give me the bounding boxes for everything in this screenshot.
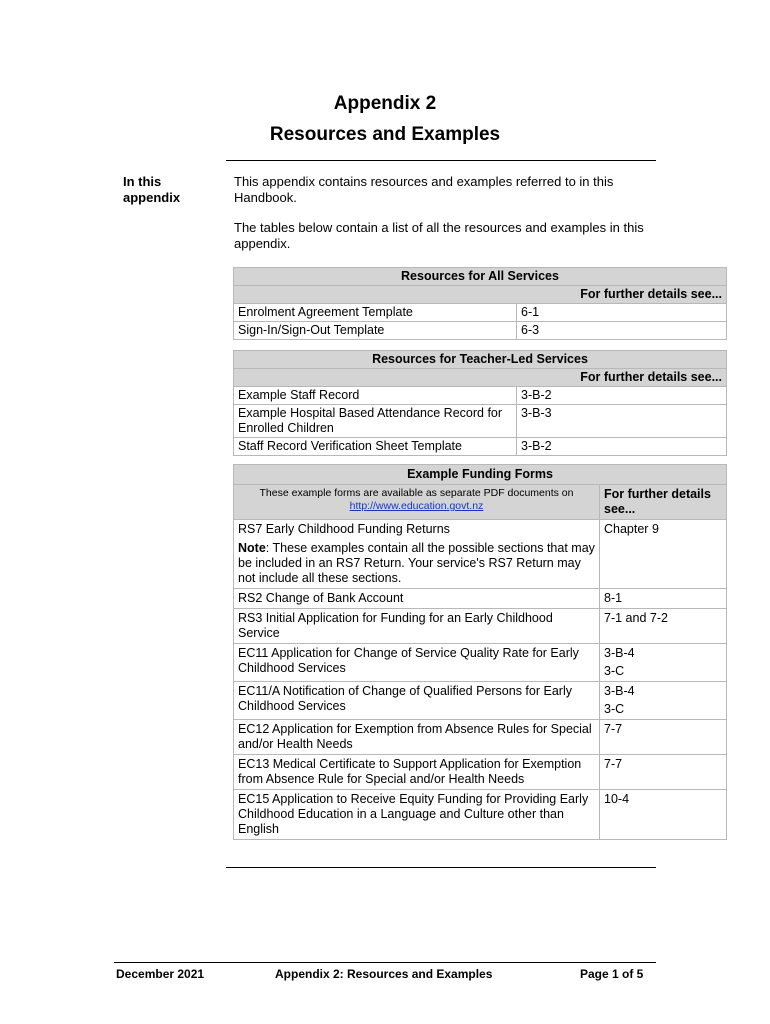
footer-divider [114,962,656,963]
table-row [234,304,727,322]
form-ref: 7-7 [600,755,727,790]
table-row [234,790,727,840]
table-title: Example Funding Forms [234,465,727,485]
form-name: EC15 Application to Receive Equity Funding for Providing Early Childhood Education in a Language and Culture other than English [234,790,600,840]
table-row [234,520,727,589]
table-row [234,438,727,456]
resource-ref: 6-3 [517,322,727,340]
resource-ref: 3-B-2 [517,387,727,405]
resource-ref: 3-B-2 [517,438,727,456]
footer-page-number: Page 1 of 5 [580,967,644,981]
resource-name: Staff Record Verification Sheet Template [234,438,517,456]
forms-availability-note: These example forms are available as separate PDF documents on http://www.education.govt.nz [234,485,600,520]
ref-header: For further details see... [600,485,727,520]
table-row [234,322,727,340]
table-row [234,405,727,438]
intro-paragraph-2: The tables below contain a list of all the resources and examples in this appendix. [234,220,644,251]
table-row [234,720,727,755]
resource-ref: 3-B-3 [517,405,727,438]
form-ref: 10-4 [600,790,727,840]
table-row [234,644,727,682]
resource-ref: 6-1 [517,304,727,322]
table-title: Resources for All Services [234,268,727,286]
table-row [234,682,727,720]
resource-name: Example Staff Record [234,387,517,405]
form-ref: 3-B-4 [604,684,635,698]
page-subtitle: Resources and Examples [269,124,501,145]
form-ref: 7-7 [600,720,727,755]
resource-name: Sign-In/Sign-Out Template [234,322,517,340]
table-title: Resources for Teacher-Led Services [234,351,727,369]
ref-header: For further details see... [234,369,727,387]
footer-date: December 2021 [116,967,205,981]
top-divider [226,160,656,161]
table-row [234,609,727,644]
form-ref-secondary: 3-C [604,702,625,716]
form-ref-cell [600,644,727,682]
form-name: EC12 Application for Exemption from Absence Rules for Special and/or Health Needs [234,720,600,755]
form-ref: 8-1 [600,589,727,609]
form-ref: Chapter 9 [600,520,727,589]
form-name: EC13 Medical Certificate to Support Application for Exemption from Absence Rule for Special and/or Health Needs [234,755,600,790]
resource-name: Example Hospital Based Attendance Record for Enrolled Children [234,405,517,438]
education-website-link[interactable]: http://www.education.govt.nz [349,500,484,512]
form-name: EC11/A Notification of Change of Qualified Persons for Early Childhood Services [234,682,600,720]
form-name: RS7 Early Childhood Funding Returns [238,522,450,536]
bottom-divider [226,867,656,868]
table-row [234,755,727,790]
resource-name: Enrolment Agreement Template [234,304,517,322]
table-resources-teacher-led [233,350,727,456]
page-title: Appendix 2 [333,93,437,114]
form-ref: 3-B-4 [604,646,635,660]
form-ref-cell [600,682,727,720]
form-ref: 7-1 and 7-2 [600,609,727,644]
form-note: Note: These examples contain all the possible sections that may be included in an RS7 Return. Your service's RS7 Return may not include all these sections. [238,541,595,585]
form-ref-secondary: 3-C [604,664,625,678]
table-funding-forms [233,464,727,840]
ref-header: For further details see... [234,286,727,304]
table-row [234,589,727,609]
table-row [234,387,727,405]
form-name: RS3 Initial Application for Funding for an Early Childhood Service [234,609,600,644]
section-side-label: In this appendix [123,174,181,205]
form-name: RS2 Change of Bank Account [234,589,600,609]
intro-paragraph-1: This appendix contains resources and examples referred to in this Handbook. [234,174,614,205]
form-name: EC11 Application for Change of Service Quality Rate for Early Childhood Services [234,644,600,682]
form-cell [234,520,600,589]
table-resources-all-services [233,267,727,340]
footer-title: Appendix 2: Resources and Examples [275,967,493,981]
